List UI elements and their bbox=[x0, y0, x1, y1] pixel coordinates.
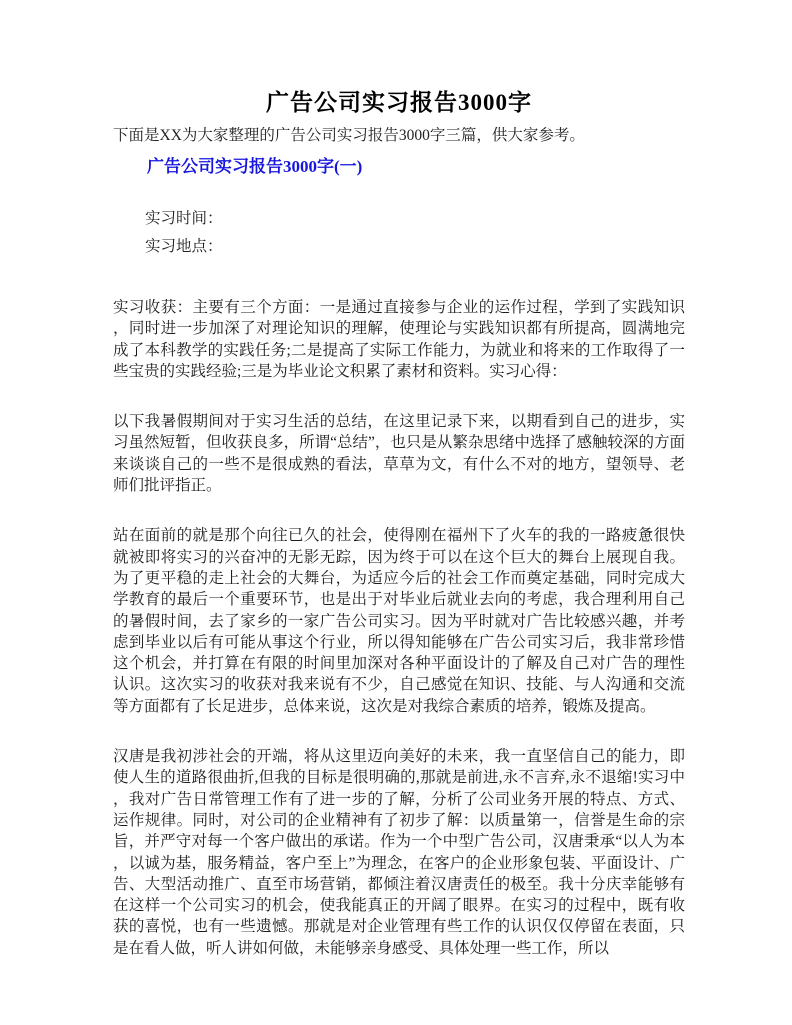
intro-line: 下面是XX为大家整理的广告公司实习报告3000字三篇，供大家参考。 bbox=[113, 127, 585, 144]
internship-time-label: 实习时间： bbox=[145, 210, 223, 227]
document-title: 广告公司实习报告3000字 bbox=[266, 90, 532, 115]
body-paragraph-hantang: 汉唐是我初涉社会的开端，将从这里迈向美好的未来，我一直坚信自己的能力，即使人生的道路很曲折,但我的目标是很明确的,那就是前进,永不言弃,永不退缩!实习中，我对广告日常管理工作有了进一步的了解，分析了公司业务开展的特点、方式、运作规律。同时，对公司的企业精神有了初步了解：以质量第一，信誉是生命的宗旨，并严守对每一个客户做出的承诺。作为一个中型广告公司，汉唐秉承“以人为本，以诚为基，服务精益，客户至上”为理念，在客户的企业形象包装、平面设计、广告、大型活动推广、直至市场营销，都倾注着汉唐责任的极至。我十分庆幸能够有在这样一个公司实习的机会，使我能真正的开阔了眼界。在实习的过程中，既有收获的喜悦，也有一些遗憾。那就是对企业管理有些工作的认识仅仅停留在表面，只是在看人做，听人讲如何做，未能够亲身感受、具体处理一些工作，所以 bbox=[113, 748, 685, 957]
body-paragraph-harvest: 实习收获：主要有三个方面：一是通过直接参与企业的运作过程，学到了实践知识，同时进一步加深了对理论知识的理解，使理论与实践知识都有所提高，圆满地完成了本科教学的实践任务;二是提高了实际工作能力，为就业和将来的工作取得了一些宝贵的实践经验;三是为毕业论文积累了素材和资料。实习心得： bbox=[113, 299, 685, 380]
section-heading-part-one: 广告公司实习报告3000字(一) bbox=[147, 157, 363, 176]
body-paragraph-society: 站在面前的就是那个向往已久的社会，使得刚在福州下了火车的我的一路疲惫很快就被即将实习的兴奋冲的无影无踪，因为终于可以在这个巨大的舞台上展现自我。为了更平稳的走上社会的大舞台，为适应今后的社会工作而奠定基础，同时完成大学教育的最后一个重要环节，也是出于对毕业后就业去向的考虑，我合理利用自己的暑假时间，去了家乡的一家广告公司实习。因为平时就对广告比较感兴趣，并考虑到毕业以后有可能从事这个行业，所以得知能够在广告公司实习后，我非常珍惜这个机会，并打算在有限的时间里加深对各种平面设计的了解及自己对广告的理性认识。这次实习的收获对我来说有不少，自己感觉在知识、技能、与人沟通和交流等方面都有了长足进步，总体来说，这次是对我综合素质的培养，锻炼及提高。 bbox=[113, 527, 685, 715]
body-paragraph-summary-intro: 以下我暑假期间对于实习生活的总结，在这里记录下来，以期看到自己的进步，实习虽然短暂，但收获良多，所谓“总结”，也只是从繁杂思绪中选择了感触较深的方面来谈谈自己的一些不是很成熟的看法，草草为文，有什么不对的地方，望领导、老师们批评指正。 bbox=[113, 413, 685, 495]
document-content bbox=[113, 0, 685, 959]
meta-block bbox=[113, 205, 685, 261]
internship-location-label: 实习地点： bbox=[145, 238, 223, 255]
